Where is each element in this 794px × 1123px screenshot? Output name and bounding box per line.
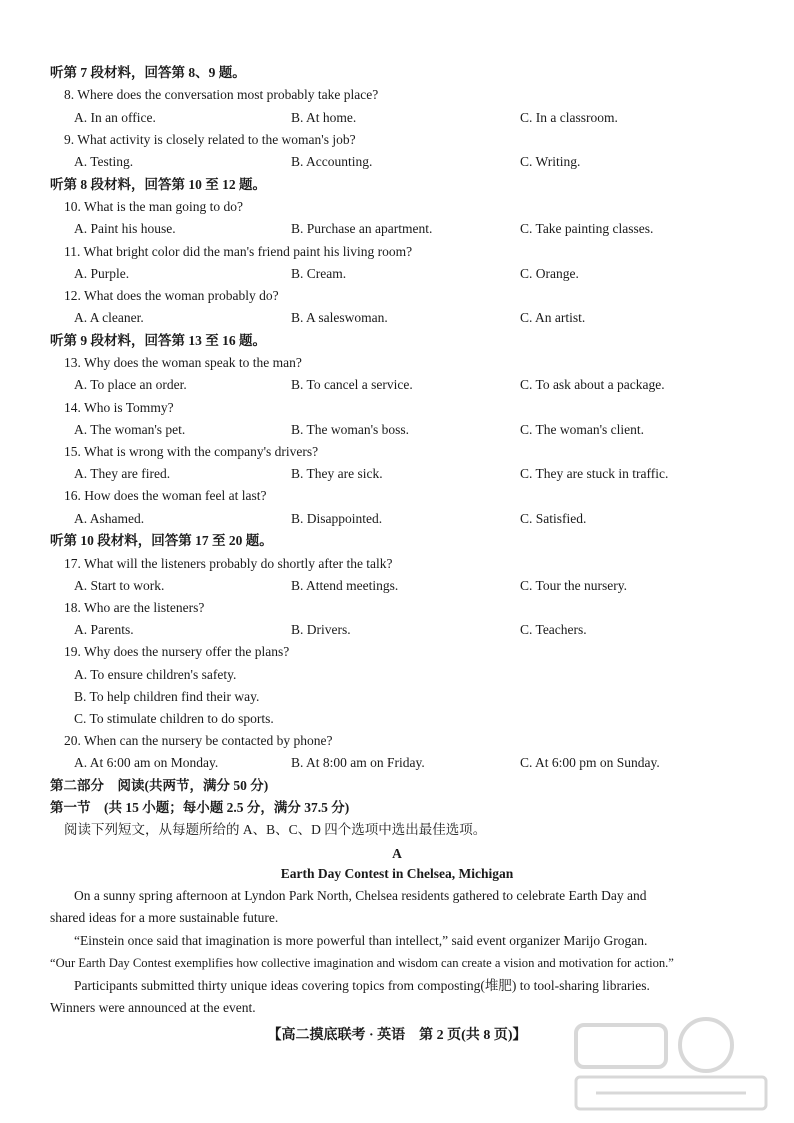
option-c: C. Tour the nursery. — [520, 578, 628, 593]
question-13: 13. Why does the woman speak to the man? — [64, 355, 302, 370]
paragraph-1-line-1: On a sunny spring afternoon at Lyndon Park North, Chelsea residents gathered to celebrate Earth Day and — [74, 888, 647, 903]
paragraph-2-line-2: “Our Earth Day Contest exemplifies how collective imagination and wisdom can create a vision and motivation for action.” — [50, 956, 674, 970]
option-a: A. Parents. — [74, 622, 134, 637]
option-c: C. Take painting classes. — [520, 221, 654, 236]
question-15: 15. What is wrong with the company's drivers? — [64, 444, 319, 459]
option-b: B. Attend meetings. — [291, 578, 399, 593]
question-8: 8. Where does the conversation most probably take place? — [64, 87, 379, 102]
option-c: C. Teachers. — [520, 622, 587, 637]
option-a: A. Purple. — [74, 266, 130, 281]
options-17 — [74, 575, 754, 597]
passage-letter: A — [392, 846, 402, 861]
paragraph-3-line-2: Winners were announced at the event. — [50, 1000, 256, 1015]
option-b: B. At 8:00 am on Friday. — [291, 755, 425, 770]
question-10: 10. What is the man going to do? — [64, 199, 243, 214]
option-19-b: B. To help children find their way. — [74, 689, 260, 704]
option-a: A. At 6:00 am on Monday. — [74, 755, 219, 770]
option-b: B. Accounting. — [291, 154, 373, 169]
question-14: 14. Who is Tommy? — [64, 400, 174, 415]
option-a: A. Ashamed. — [74, 511, 145, 526]
option-b: B. Cream. — [291, 266, 347, 281]
watermark-logo — [556, 1015, 776, 1115]
options-14 — [74, 419, 754, 441]
section-header-9: 听第 9 段材料，回答第 13 至 16 题。 — [50, 333, 266, 348]
question-17: 17. What will the listeners probably do shortly after the talk? — [64, 556, 393, 571]
section-header-10: 听第 10 段材料，回答第 17 至 20 题。 — [50, 533, 273, 548]
section-header-8: 听第 8 段材料，回答第 10 至 12 题。 — [50, 177, 266, 192]
options-15 — [74, 463, 754, 485]
options-11 — [74, 263, 754, 285]
reading-instruction: 阅读下列短文，从每题所给的 A、B、C、D 四个选项中选出最佳选项。 — [64, 822, 487, 837]
option-c: C. Satisfied. — [520, 511, 587, 526]
option-b: B. A saleswoman. — [291, 310, 388, 325]
option-a: A. To place an order. — [74, 377, 187, 392]
options-9 — [74, 151, 754, 173]
options-18 — [74, 619, 754, 641]
option-b: B. Disappointed. — [291, 511, 383, 526]
question-19: 19. Why does the nursery offer the plans? — [64, 644, 290, 659]
option-b: B. Drivers. — [291, 622, 351, 637]
question-20: 20. When can the nursery be contacted by phone? — [64, 733, 333, 748]
question-16: 16. How does the woman feel at last? — [64, 488, 267, 503]
options-10 — [74, 218, 754, 240]
option-b: B. To cancel a service. — [291, 377, 413, 392]
option-c: C. Writing. — [520, 154, 581, 169]
question-18: 18. Who are the listeners? — [64, 600, 205, 615]
option-c: C. In a classroom. — [520, 110, 618, 125]
option-a: A. The woman's pet. — [74, 422, 186, 437]
options-16 — [74, 508, 754, 530]
option-a: A. Paint his house. — [74, 221, 176, 236]
option-b: B. Purchase an apartment. — [291, 221, 433, 236]
question-12: 12. What does the woman probably do? — [64, 288, 279, 303]
option-a: A. Testing. — [74, 154, 134, 169]
paragraph-1-line-2: shared ideas for a more sustainable future. — [50, 910, 279, 925]
option-a: A. In an office. — [74, 110, 156, 125]
page-footer: 【高二摸底联考 · 英语 第 2 页(共 8 页)】 — [267, 1028, 527, 1043]
paragraph-3-line-1: Participants submitted thirty unique ideas covering topics from composting(堆肥) to tool-sharing libraries. — [74, 978, 650, 993]
options-20 — [74, 752, 754, 774]
section-one-heading: 第一节 (共 15 小题；每小题 2.5 分，满分 37.5 分) — [50, 800, 350, 815]
option-19-a: A. To ensure children's safety. — [74, 667, 237, 682]
option-a: A. A cleaner. — [74, 310, 144, 325]
option-19-c: C. To stimulate children to do sports. — [74, 711, 274, 726]
option-a: A. Start to work. — [74, 578, 165, 593]
question-9: 9. What activity is closely related to the woman's job? — [64, 132, 356, 147]
passage-title: Earth Day Contest in Chelsea, Michigan — [280, 866, 514, 881]
option-c: C. To ask about a package. — [520, 377, 665, 392]
paragraph-2-line-1: “Einstein once said that imagination is more powerful than intellect,” said event organizer Marijo Grogan. — [74, 933, 648, 948]
question-11: 11. What bright color did the man's friend paint his living room? — [64, 244, 413, 259]
part-two-heading: 第二部分 阅读(共两节，满分 50 分) — [50, 778, 269, 793]
option-c: C. An artist. — [520, 310, 586, 325]
option-b: B. At home. — [291, 110, 357, 125]
option-b: B. They are sick. — [291, 466, 383, 481]
option-b: B. The woman's boss. — [291, 422, 410, 437]
option-c: C. Orange. — [520, 266, 579, 281]
options-13 — [74, 374, 754, 396]
options-8 — [74, 107, 754, 129]
options-12 — [74, 307, 754, 329]
option-c: C. At 6:00 pm on Sunday. — [520, 755, 660, 770]
option-c: C. They are stuck in traffic. — [520, 466, 669, 481]
option-a: A. They are fired. — [74, 466, 171, 481]
section-header-7: 听第 7 段材料，回答第 8、9 题。 — [50, 65, 246, 80]
option-c: C. The woman's client. — [520, 422, 645, 437]
watermark-icon — [556, 1015, 776, 1115]
